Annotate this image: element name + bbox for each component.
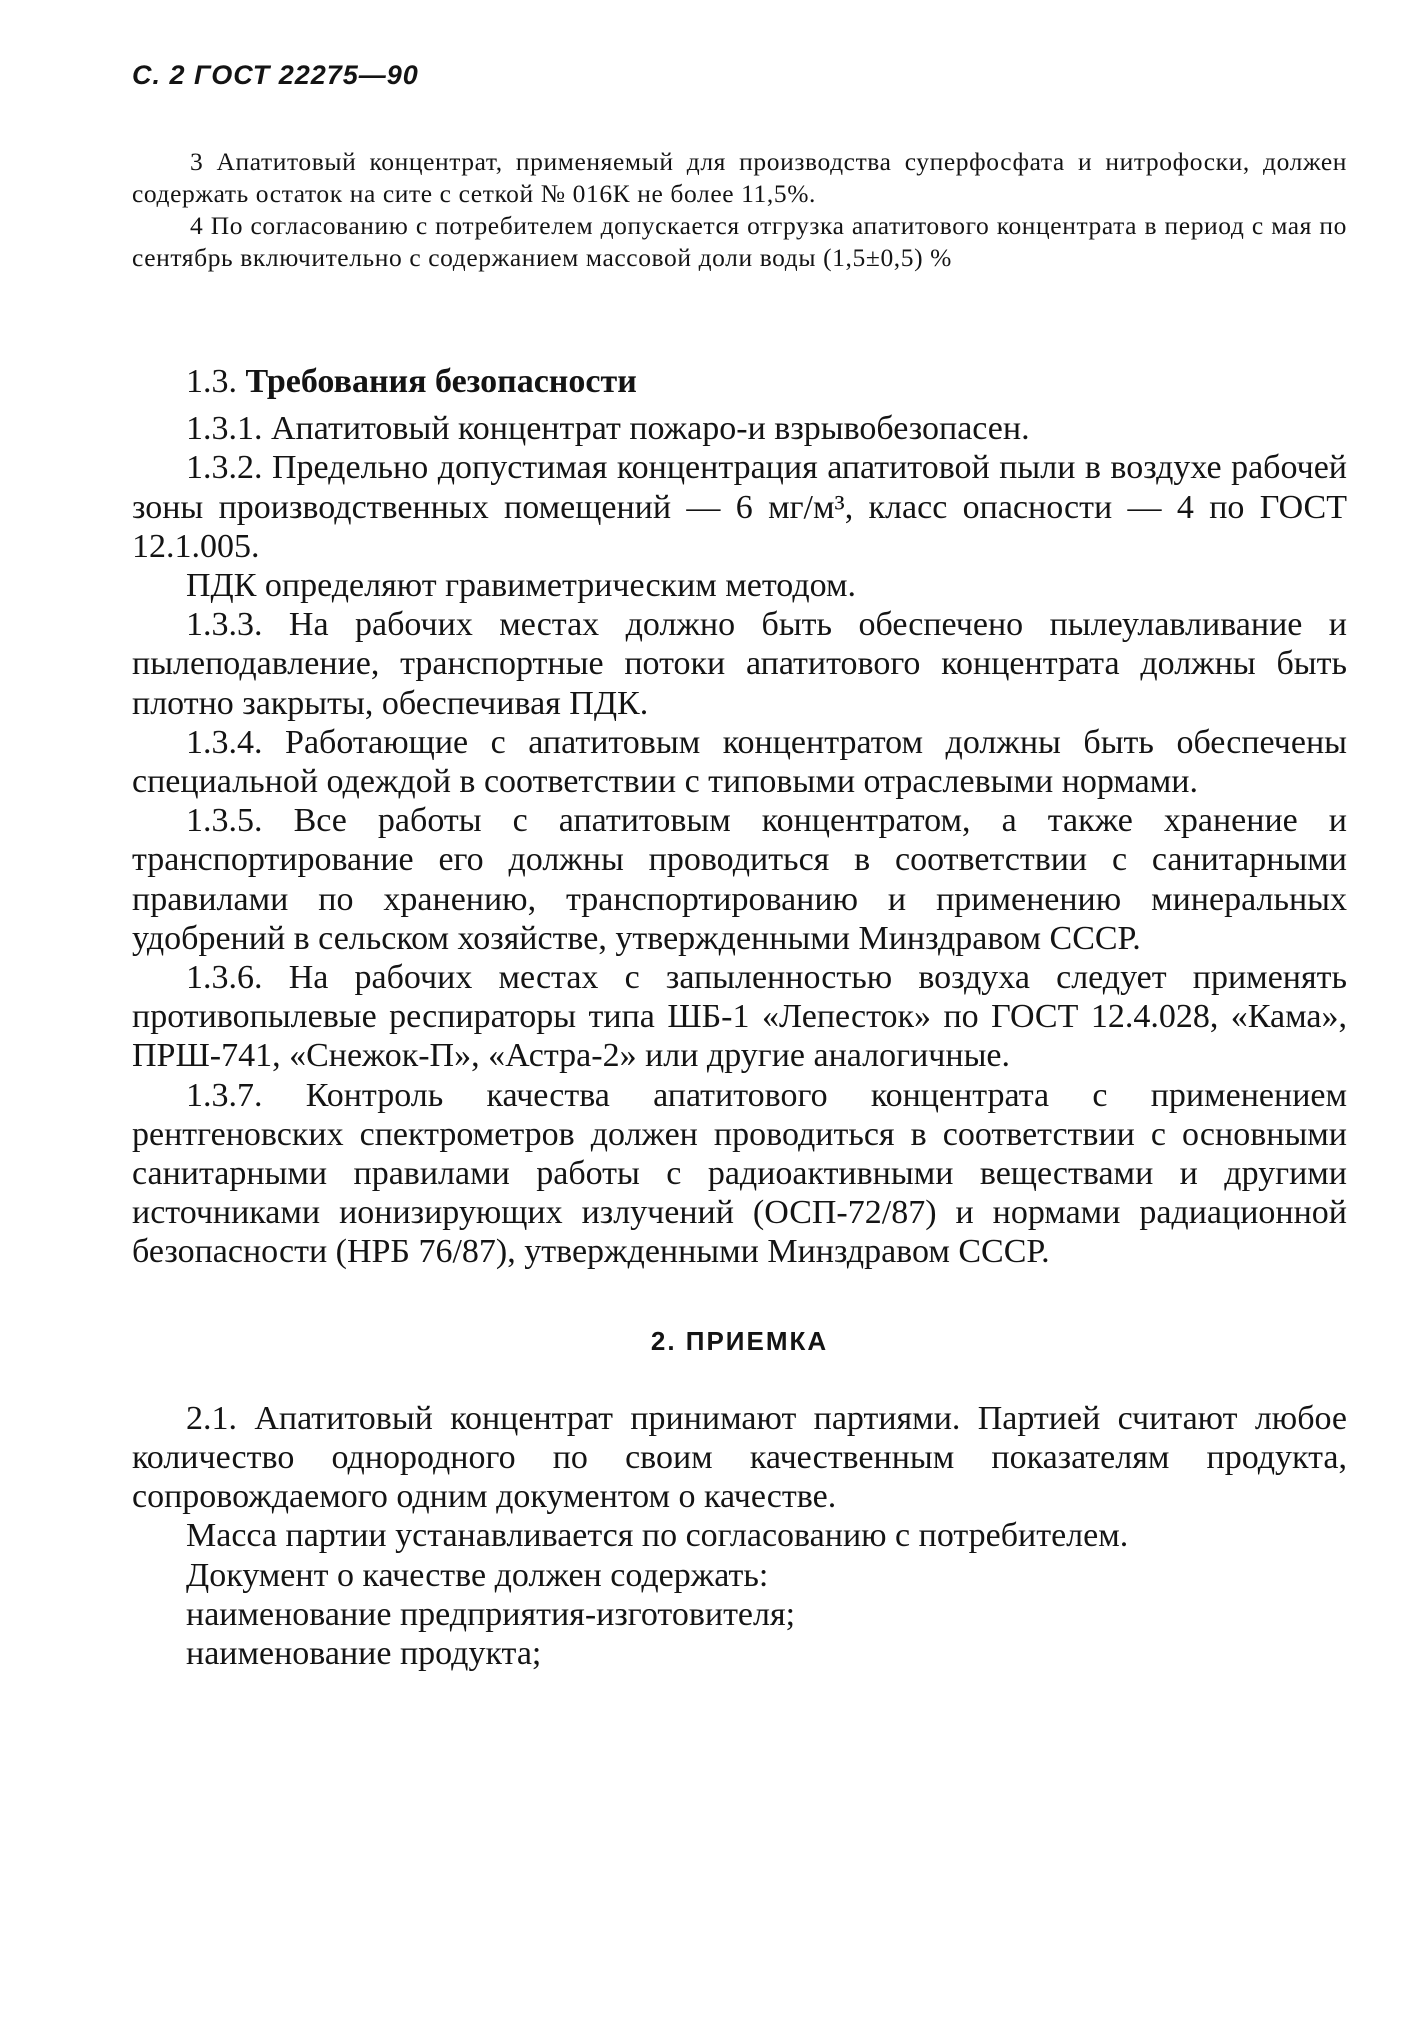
section-heading-safety xyxy=(132,362,1347,401)
clause-1-3-2-note: ПДК определяют гравиметрическим методом. xyxy=(186,567,856,605)
section-title-acceptance: 2. ПРИЕМКА xyxy=(650,1325,829,1356)
heading-title: Требования безопасности xyxy=(245,363,637,400)
clause-2-1-mass: Масса партии устанавливается по согласованию с потребителем. xyxy=(186,1517,1129,1555)
doc-item-product: наименование продукта; xyxy=(186,1635,542,1673)
heading-number: 1.3. xyxy=(186,363,237,400)
clause-2-1: 2.1. Апатитовый концентрат принимают партиями. Партией считают любое количество однородного по своим качественным показателям продукта, сопровождаемого одним документом о качестве. xyxy=(132,1399,1347,1516)
doc-item-manufacturer: наименование предприятия-изготовителя; xyxy=(186,1595,796,1633)
clause-1-3-2: 1.3.2. Предельно допустимая концентрация апатитовой пыли в воздухе рабочей зоны производственных помещений — 6 мг/м³, класс опасности — 4 по ГОСТ 12.1.005. xyxy=(132,449,1347,565)
clause-1-3-7: 1.3.7. Контроль качества апатитового концентрата с применением рентгеновских спектрометров должен проводиться в соответствии с основными санитарными правилами работы с радиоактивными веществами и другими источниками ионизирующих излучений (ОСП-72/87) и нормами радиационной безопасности (НРБ 76/87), утвержденными Минздравом СССР. xyxy=(132,1076,1347,1271)
main-text xyxy=(132,362,1347,1673)
page-header: С. 2 ГОСТ 22275—90 xyxy=(132,60,419,90)
clause-1-3-6: 1.3.6. На рабочих местах с запыленностью воздуха следует применять противопылевые респираторы типа ШБ-1 «Лепесток» по ГОСТ 12.4.028, «Кама», ПРШ-741, «Снежок-П», «Астра-2» или другие аналогичные. xyxy=(132,959,1347,1075)
clause-1-3-4: 1.3.4. Работающие с апатитовым концентратом должны быть обеспечены специальной одеждой в соответствии с типовыми отраслевыми нормами. xyxy=(132,723,1347,801)
clause-1-3-5: 1.3.5. Все работы с апатитовым концентратом, а также хранение и транспортирование его должны проводиться в соответствии с санитарными правилами по хранению, транспортированию и применению минеральных удобрений в сельском хозяйстве, утвержденными Минздравом СССР. xyxy=(132,802,1347,957)
note-3: 3 Апатитовый концентрат, применяемый для производства суперфосфата и нитрофоски, должен содержать остаток на сите с сеткой № 016К не более 11,5%. xyxy=(132,147,1347,208)
note-4: 4 По согласованию с потребителем допускается отгрузка апатитового концентрата в период с мая по сентябрь включительно с содержанием массовой доли воды (1,5±0,5) % xyxy=(132,211,1347,272)
clause-1-3-1: 1.3.1. Апатитовый концентрат пожаро-и взрывобезопасен. xyxy=(186,410,1030,448)
notes-block xyxy=(132,146,1347,274)
clause-1-3-3: 1.3.3. На рабочих местах должно быть обеспечено пылеулавливание и пылеподавление, транспортные потоки апатитового концентрата должны быть плотно закрыты, обеспечивая ПДК. xyxy=(132,606,1347,722)
clause-2-1-doc: Документ о качестве должен содержать: xyxy=(186,1556,769,1594)
